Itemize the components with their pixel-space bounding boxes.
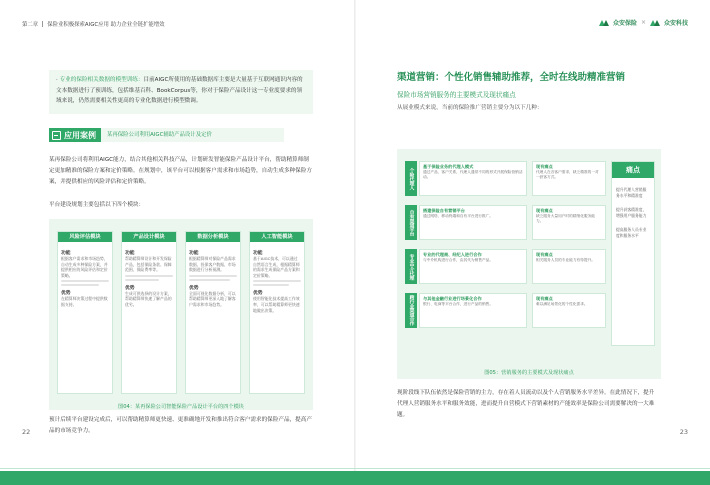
row-painpoint (532, 205, 606, 240)
row-pain-title: 现有痛点 (536, 208, 553, 213)
row-description (419, 293, 527, 328)
painpoint-item: 提升获客精准度，增强用户服务能力 (616, 207, 647, 218)
brand-name-b: 众安科技 (663, 20, 688, 27)
header-divider (42, 21, 43, 27)
module-func-title: 功能 (61, 251, 71, 256)
row-desc-text: 通过网络、移动终端和自有平台进行推广。 (423, 214, 494, 218)
modules-figure (49, 219, 313, 410)
zhongan-tech-logo-icon (650, 19, 660, 26)
case-paragraph-2: 平台建设规划主要包括以下四个模块： (49, 202, 145, 208)
module-func-text: 根据精算师对保险产品需求数据、投保客户数据、市场数据进行分析预测。 (189, 256, 236, 273)
row-label: 跨行业渠道合作 (405, 293, 417, 328)
case-subtitle: 某再保险公司利用AIGC辅助产品设计及定价 (101, 128, 284, 142)
module-func-title: 功能 (125, 251, 135, 256)
row-pain-text: 代理人在各客户需求，缺乏精准的一对一获客方式。 (536, 170, 599, 180)
diagram-caption: 图05：营销服务的主要模式及现状痛点 (484, 370, 574, 376)
module-card (185, 231, 241, 394)
module-adv-text: 在精算师决策过程中提供数据支持。 (61, 296, 108, 307)
row-pain-title: 现有痛点 (536, 296, 553, 301)
case-label: 应用案例 (64, 130, 96, 140)
section-title: 渠道营销：个性化销售辅助推荐，全时在线助精准营销 (397, 72, 626, 83)
module-placeholder-lines (189, 275, 237, 281)
intro-text: 目前AIGC所使用的基础数据库主要是大量基于互联网通识内容的文本数据进行了预训练，包括维基百科、BookCorpus等，你对于保险产品设计这一专业度要求的领域来说，仍然需要相关性更高的专业化数据进行模型微调。 (56, 77, 303, 104)
module-adv-text: 使用智能化技术提高工作效率，可以帮助精算师更快速地做出决策。 (253, 296, 300, 313)
row-painpoint (532, 293, 606, 328)
row-description (419, 205, 527, 240)
intro-paragraph: · 专业的保险相关数据的模型训练：目前AIGC所使用的基础数据库主要是大量基于互联网通识内容的文本数据进行了预训练，包括维基百科、BookCorpus等，你对于保险产品设计这一专业度要求的领域来说，仍然需要相关性更高的专业化数据进行模型微调。 (56, 77, 303, 104)
case-paragraph-1: 某再保险公司将利用AIGC能力，结合其他相关科技产品，计划研发智能保险产品设计平台，帮助精算师制定更加精准的保险方案和定价策略。在规划中，该平台可以根据客户需求和市场趋势，自动生成多种保险方案，并提供相应的风险评估和定价策略。 (49, 157, 312, 185)
marketing-diagram (397, 149, 661, 379)
module-func-text: 基于AIGC技术，可以通过自然语言生成，根据精算师的需求生成保险产品方案和定价策略。 (253, 256, 300, 278)
module-adv-text: 全面可视化数据分析，可以帮助精算师更深入地了解客户需求和市场趋势。 (189, 290, 236, 307)
intro-lead: 专业的保险相关数据的模型训练： (59, 77, 144, 83)
module-title: 风险评估模块 (58, 232, 112, 242)
row-label: 自有渠道平台 (405, 205, 417, 240)
brand-logos (599, 18, 688, 27)
module-func-text: 帮助精算师设计和开发保险产品，包括保险条款、保障范围、保险费率等。 (125, 256, 172, 273)
brand-cross: × (640, 19, 646, 26)
row-painpoint (532, 249, 606, 284)
module-func-title: 功能 (253, 251, 263, 256)
row-description (419, 161, 527, 196)
row-pain-text: 相关服务人员的专业能力有待提升。 (536, 258, 595, 262)
case-header (49, 128, 284, 142)
row-desc-text: 与中介机构进行合作，由其代为销售产品。 (423, 258, 494, 262)
zhongan-logo-icon (599, 19, 609, 26)
module-title: 人工智能模块 (250, 232, 304, 242)
brand-name-a: 众安保险 (612, 20, 637, 27)
row-pain-text: 难以满足场景化的个性化需求。 (536, 302, 588, 306)
figure-caption: 图04：某再保险公司智能保险产品设计平台的四个模块 (118, 404, 244, 410)
row-painpoint (532, 161, 606, 196)
case-icon (52, 131, 61, 140)
module-func-text: 根据客户需求和市场趋势，自动生成多种保险方案，并提供相应的风险评估和定价策略。 (61, 256, 108, 278)
module-placeholder-lines (61, 280, 109, 286)
row-desc-title: 基于保险业务的代理人模式 (423, 164, 474, 169)
chapter-number: 第二章 (22, 22, 39, 28)
row-pain-title: 现有痛点 (536, 252, 553, 257)
module-adv-title: 优势 (189, 285, 199, 291)
right-body-paragraph: 现阶段线下队伍依然是保险营销的主力，存在着人员流动以及个人营销服务水平差异。在此情况下，提升代理人营销服务水平和服务效能，进而提升自营模式下营销素材的产能效率是保险公司需要解决的一大难题。 (397, 390, 655, 418)
footer-band (0, 471, 710, 485)
module-func-title: 功能 (189, 251, 199, 256)
row-label: 专业中介代理 (405, 249, 417, 284)
footer-rule (0, 468, 710, 469)
module-card (249, 231, 305, 394)
module-adv-title: 优势 (253, 291, 263, 297)
row-desc-title: 与其他金融行业进行场景化合作 (423, 296, 482, 301)
section-intro: 从展业模式来说，当前的保险推广营销主要分为以下几种： (397, 105, 543, 111)
row-label: 个险代理人 (405, 161, 417, 196)
painpoint-item: 提升代理人营销服务水平和精准度 (616, 187, 647, 198)
closing-paragraph: 预计后续平台建设完成后，可以帮助精算师更快速、更准确地开发和推出符合客户需求的保险产品，提高产品的市场竞争力。 (49, 417, 312, 434)
running-header (22, 20, 165, 28)
module-title: 数据分析模块 (186, 232, 240, 242)
row-desc-text: 通过产品、客户关系，代理人通常不同的形式开展保险营销活动。 (423, 170, 523, 180)
painpoint-item: 提高服务人员专业度和服务水平 (616, 227, 647, 238)
painpoints-column (611, 161, 655, 346)
page-number-right: 23 (679, 428, 688, 436)
module-placeholder-lines (125, 275, 173, 281)
module-card (121, 231, 177, 394)
row-pain-text: 缺乏服务大量用户时的精细化服务能力。 (536, 214, 595, 224)
intro-callout (49, 70, 313, 114)
section-subtitle: 保险市场营销服务的主要模式及现状痛点 (397, 91, 516, 99)
row-desc-title: 专业的代理商、经纪人进行合作 (423, 252, 482, 257)
row-desc-title: 搭建保险自有营销平台 (423, 208, 465, 213)
page-fold (354, 0, 356, 485)
module-placeholder-lines (253, 280, 301, 286)
row-desc-text: 银行、电商等平台合作，进行产品的销售。 (423, 302, 494, 306)
module-title: 产品设计模块 (122, 232, 176, 242)
painpoints-header: 痛点 (612, 162, 654, 178)
chapter-title: 保险业积极探索AIGC应用 助力企业全链扩能增效 (47, 22, 165, 28)
module-adv-title: 优势 (61, 291, 71, 297)
case-tag (49, 128, 101, 142)
page-number-left: 22 (22, 428, 31, 436)
module-card (57, 231, 113, 394)
row-description (419, 249, 527, 284)
module-adv-text: 生成可供选择的设计方案，帮助精算师快速了解产品的优劣。 (125, 290, 172, 307)
row-pain-title: 现有痛点 (536, 164, 553, 169)
module-adv-title: 优势 (125, 285, 135, 291)
